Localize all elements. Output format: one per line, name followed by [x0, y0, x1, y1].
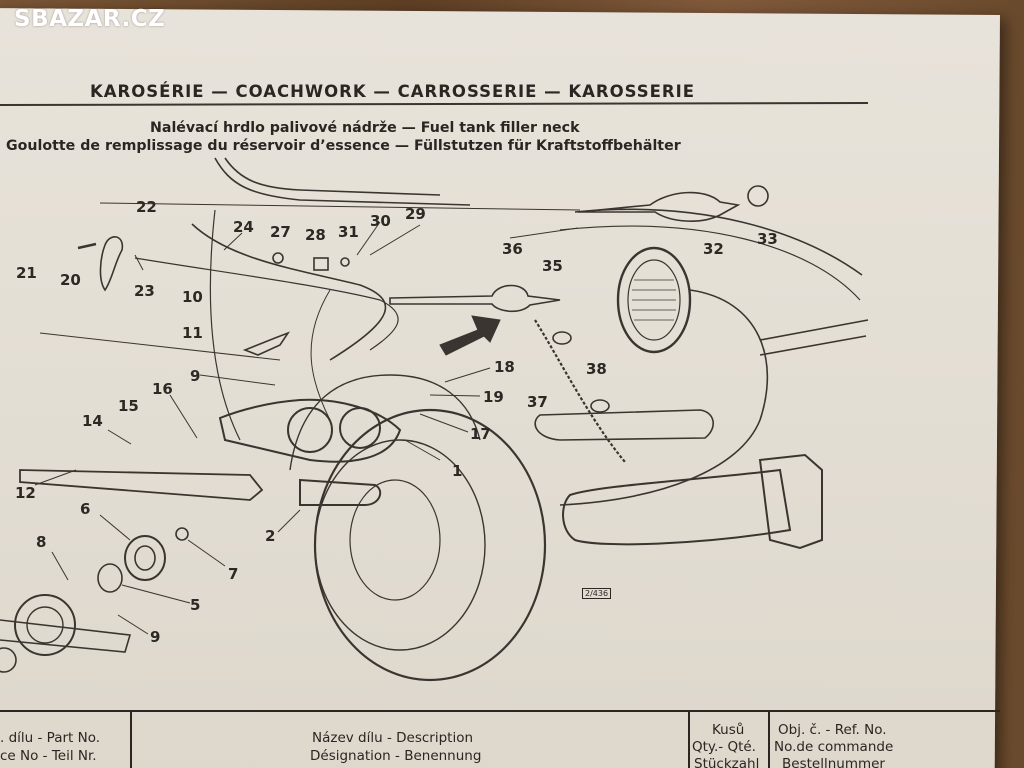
part-label: 20 — [60, 271, 81, 289]
part-label: 12 — [15, 484, 36, 502]
subtitle-line-1: Nalévací hrdlo palivové nádrže — Fuel tank filler neck — [150, 120, 580, 136]
part-label: 23 — [134, 282, 155, 300]
part-label: 5 — [190, 596, 201, 614]
col-ref-line3: Bestellnummer — [782, 756, 885, 768]
table-divider — [688, 712, 690, 768]
part-label: 7 — [228, 565, 239, 583]
part-label: 14 — [82, 412, 103, 430]
part-label: 9 — [190, 367, 201, 385]
part-label: 15 — [118, 397, 139, 415]
part-label: 2 — [265, 527, 276, 545]
col-qty-line2: Qty.- Qté. — [692, 739, 756, 755]
part-label: 29 — [405, 205, 426, 223]
part-label: 32 — [703, 240, 724, 258]
part-label: 9 — [150, 628, 161, 646]
col-ref-line1: Obj. č. - Ref. No. — [778, 722, 887, 738]
section-title: KAROSÉRIE — COACHWORK — CARROSSERIE — KAROSSERIE — [90, 82, 696, 101]
part-label: 11 — [182, 324, 203, 342]
part-label: 28 — [305, 226, 326, 244]
part-label: 18 — [494, 358, 515, 376]
table-top-rule — [0, 710, 1000, 712]
col-description-line2: Désignation - Benennung — [310, 748, 482, 764]
table-divider — [768, 712, 770, 768]
col-description-line1: Název dílu - Description — [312, 730, 474, 746]
part-label: 36 — [502, 240, 523, 258]
part-label: 1 — [452, 462, 463, 480]
col-qty-line1: Kusů — [712, 722, 745, 738]
col-qty-line3: Stückzahl — [694, 756, 760, 768]
part-label: 8 — [36, 533, 47, 551]
sbazar-watermark: SBAZAR.CZ — [14, 6, 166, 32]
part-label: 31 — [338, 223, 359, 241]
col-ref-line2: No.de commande — [774, 739, 894, 755]
part-label: 35 — [542, 257, 563, 275]
part-label: 21 — [16, 264, 37, 282]
part-label: 30 — [370, 212, 391, 230]
part-label: 24 — [233, 218, 254, 236]
part-label: 19 — [483, 388, 504, 406]
part-label: 37 — [527, 393, 548, 411]
drawing-number-stamp: 2/436 — [582, 588, 611, 599]
table-divider — [130, 712, 132, 768]
part-label: 6 — [80, 500, 91, 518]
col-part-no-line1: . dílu - Part No. — [0, 730, 101, 746]
part-label: 17 — [470, 425, 491, 443]
col-part-no-line2: ce No - Teil Nr. — [0, 748, 97, 764]
part-label: 33 — [757, 230, 778, 248]
subtitle-line-2: Goulotte de remplissage du réservoir d’essence — Füllstutzen für Kraftstoffbehälter — [6, 138, 681, 154]
part-label: 10 — [182, 288, 203, 306]
part-label: 22 — [136, 198, 157, 216]
part-label: 16 — [152, 380, 173, 398]
part-label: 38 — [586, 360, 607, 378]
part-label: 27 — [270, 223, 291, 241]
